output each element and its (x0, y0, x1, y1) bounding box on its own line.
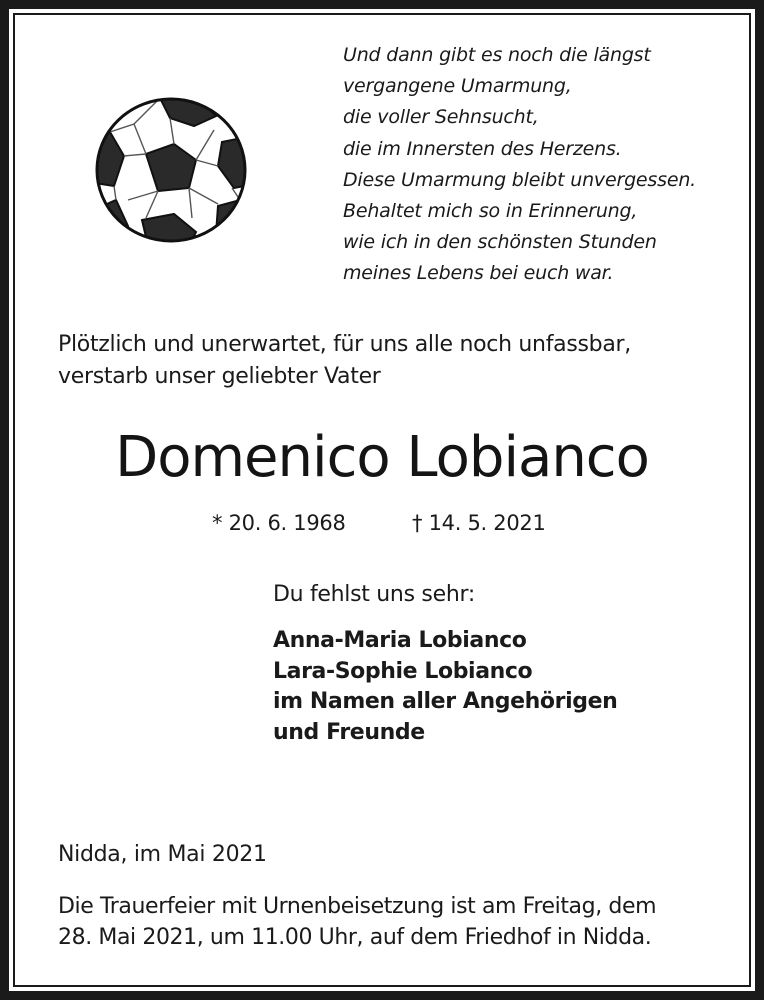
mourner-name: Anna-Maria Lobianco (273, 628, 527, 653)
poem-line: vergangene Umarmung, (343, 75, 572, 98)
place-date: Nidda, im Mai 2021 (58, 842, 267, 867)
poem (343, 40, 743, 290)
death-date: † 14. 5. 2021 (412, 511, 546, 535)
mourners-list (273, 626, 617, 748)
funeral-line: 28. Mai 2021, um 11.00 Uhr, auf dem Friedhof in Nidda. (58, 925, 652, 950)
funeral-notice (58, 891, 656, 953)
soccer-ball-icon (94, 96, 248, 244)
poem-line: wie ich in den schönsten Stunden (343, 231, 657, 254)
poem-line: meines Lebens bei euch war. (343, 262, 614, 285)
deceased-name: Domenico Lobianco (115, 425, 649, 490)
mourner-name: im Namen aller Angehörigen (273, 689, 618, 714)
mourner-name: Lara-Sophie Lobianco (273, 658, 533, 684)
poem-line: Behaltet mich so in Erinnerung, (343, 200, 638, 223)
funeral-line: Die Trauerfeier mit Urnenbeisetzung ist am Freitag, dem (58, 894, 657, 919)
birth-date: * 20. 6. 1968 (212, 511, 346, 535)
intro-text (58, 329, 631, 393)
poem-line: die voller Sehnsucht, (343, 106, 539, 129)
poem-line: Und dann gibt es noch die längst (343, 44, 651, 66)
poem-line: die im Innersten des Herzens. (343, 137, 622, 160)
mourners-heading: Du fehlst uns sehr: (273, 582, 475, 607)
poem-line: Diese Umarmung bleibt unvergessen. (343, 168, 696, 191)
mourner-name: und Freunde (273, 719, 425, 745)
intro-line: verstarb unser geliebter Vater (58, 364, 381, 389)
intro-line: Plötzlich und unerwartet, für uns alle noch unfassbar, (58, 332, 631, 357)
